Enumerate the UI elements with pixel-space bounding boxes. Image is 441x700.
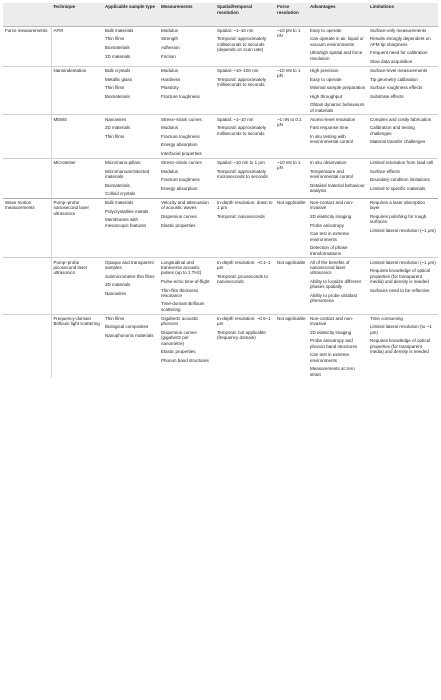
measurement-item: Plasticity: [161, 85, 179, 91]
advantage-item: Ability to localize different phases spatially: [310, 278, 361, 290]
sample-type-item: Biomaterials: [105, 45, 130, 51]
resolution-item: In-depth resolution: ~0.1–1 μm: [217, 259, 271, 270]
limitation-item: Calibration and testing challenges: [370, 125, 415, 136]
measurement-item: Interfacial properties: [161, 151, 202, 156]
sample-type-item: Submicrometre thin films: [105, 273, 155, 279]
measurement-item: Modulus: [161, 68, 179, 73]
advantage-item: Detailed material behaviour analysis: [310, 182, 365, 193]
measurement-item: Elastic properties: [161, 349, 196, 355]
advantage-item: High precision: [310, 68, 339, 73]
technique-cell: Pump–probe picosecond laser ultrasonics: [53, 259, 88, 276]
resolution-cell: [215, 198, 275, 257]
limitation-item: Slow data acquisition: [370, 59, 413, 65]
sample-type-item: 2D materials: [105, 282, 131, 288]
advantages-cell: [308, 198, 368, 257]
advantage-item: In situ observation: [310, 159, 347, 165]
force-resolution-item: Not applicable: [277, 259, 306, 265]
limitations-cell: [368, 115, 438, 158]
table-row: [3, 115, 438, 158]
resolution-item: Temporal: approximately milliseconds to seconds (depends on scan rate): [217, 36, 267, 53]
technique-cell: Pump–probe nanosecond laser ultrasonics: [53, 200, 90, 216]
table-row: [3, 314, 438, 378]
measurement-item: Time-domain Brillouin scattering: [161, 301, 205, 312]
table-row: [3, 66, 438, 115]
resolution-item: Temporal: approximately milliseconds to seconds: [217, 125, 267, 136]
force-resolution-item: Not applicable: [277, 315, 306, 321]
limitation-item: Boundary condition limitations: [370, 177, 430, 183]
technique-cell: AFM: [53, 27, 63, 33]
resolution-item: Temporal: nanoseconds: [217, 214, 265, 220]
advantage-item: Can test in extreme environments: [310, 352, 350, 363]
measurement-item: Velocity and attenuation of acoustic waves: [161, 200, 209, 211]
advantage-item: In situ testing with environmental control: [310, 133, 354, 145]
measurement-item: Elastic properties: [161, 222, 196, 228]
resolution-cell: [215, 258, 275, 314]
technique-cell: Nanoindentation: [53, 68, 87, 73]
sample-type-item: Biomaterials: [105, 93, 130, 99]
force-resolution-cell: [275, 26, 308, 66]
resolution-cell: [215, 314, 275, 378]
table-row: [3, 258, 438, 314]
force-resolution-cell: [275, 66, 308, 115]
sample-type-cell: [103, 198, 159, 257]
header-row: [3, 3, 438, 26]
limitation-item: Limited lateral resolution (~1 μm): [370, 259, 436, 265]
sample-type-item: Biological composites: [105, 324, 149, 330]
limitation-item: Limited lateral resolution (to ~1 μm): [370, 324, 432, 335]
force-resolution-cell: [275, 258, 308, 314]
category-cell: [3, 115, 51, 158]
limitations-cell: [368, 66, 438, 115]
resolution-cell: [215, 26, 275, 66]
sample-type-cell: [103, 258, 159, 314]
table-header: [3, 3, 438, 26]
sample-type-item: Opaque and transparent samples: [105, 259, 154, 270]
resolution-item: Temporal: picoseconds to nanoseconds: [217, 273, 269, 284]
sample-type-item: Thin films: [105, 36, 125, 42]
advantage-item: High throughput: [310, 93, 343, 99]
sample-type-item: Thin films: [105, 315, 125, 321]
sample-type-item: Membranes with mesoscopic features: [105, 217, 147, 228]
sample-type-cell: [103, 158, 159, 198]
advantage-item: Detection of phase transformations: [310, 245, 348, 256]
measurement-item: Longitudinal and transverse acoustic pulses (up to 1 THz): [161, 259, 202, 276]
force-resolution-cell: [275, 198, 308, 257]
measurement-item: Dispersion curves: [161, 214, 197, 220]
header-resolution: Spatial/temporal resolution: [215, 3, 275, 26]
limitation-item: Requires a laser absorption layer: [370, 200, 426, 211]
measurement-item: Modulus: [161, 168, 179, 174]
sample-type-item: Thin films: [105, 85, 125, 91]
measurement-item: Hardness: [161, 76, 181, 82]
resolution-cell: [215, 115, 275, 158]
table-row: [3, 198, 438, 257]
sample-type-item: Bulk materials: [105, 200, 134, 206]
force-resolution-item: ~1 nN to 0.1 μN: [277, 116, 302, 128]
measurement-item: Strength: [161, 36, 179, 42]
limitations-cell: [368, 158, 438, 198]
limitations-cell: [368, 26, 438, 66]
technique-cell: Microtester: [53, 159, 76, 165]
advantage-item: Easy to operate: [310, 27, 342, 33]
advantage-item: Easy to operate: [310, 76, 342, 82]
resolution-cell: [215, 158, 275, 198]
resolution-cell: [215, 66, 275, 115]
force-resolution-item: ~10 pN to 1 nN: [277, 27, 301, 39]
limitation-item: Requires knowledge of optical properties (for transparent media) and density is needed: [370, 268, 431, 284]
advantage-item: Temperature and environmental control: [310, 168, 354, 179]
advantage-item: Non-contact and non-invasive: [310, 200, 354, 211]
limitation-item: Limited resolution from load cell: [370, 159, 434, 165]
measurements-cell: [159, 66, 215, 115]
limitation-item: Time consuming: [370, 315, 403, 321]
measurement-item: Dispersion curves (gigahertz per nanometre): [161, 329, 197, 346]
measurement-item: Adhesion: [161, 45, 180, 51]
limitation-item: Surface-level measurements: [370, 68, 428, 73]
sample-type-cell: [103, 314, 159, 378]
technique-cell: Frequency-domain Brillouin light scattering: [53, 315, 100, 327]
limitation-item: Requires knowledge of optical properties (for transparent media) and density is needed: [370, 338, 431, 355]
category-cell: [3, 314, 51, 378]
sample-type-cell: [103, 26, 159, 66]
header-technique: Technique: [51, 3, 103, 26]
limitation-item: Limited to specific materials: [370, 185, 426, 191]
measurements-cell: [159, 158, 215, 198]
advantage-item: Ultrahigh spatial and force resolution: [310, 50, 363, 61]
resolution-item: Spatial: ~10–100 nm: [217, 68, 259, 73]
limitation-item: Frequent need for calibration: [370, 50, 428, 56]
advantage-item: Can test in extreme environments: [310, 231, 350, 242]
advantages-cell: [308, 314, 368, 378]
comparison-table: [3, 3, 438, 378]
sample-type-item: Polycrystalline metals: [105, 208, 149, 214]
limitation-item: Material transfer challenges: [370, 139, 426, 145]
measurements-cell: [159, 26, 215, 66]
advantage-item: All of the benefits of nanosecond laser ultrasonics: [310, 259, 350, 276]
resolution-item: Spatial: ~10 nm to 1 μm: [217, 159, 265, 165]
resolution-item: Spatial: ~1–10 nm: [217, 27, 254, 33]
measurement-item: Fracture toughness: [161, 133, 200, 139]
sample-type-cell: [103, 66, 159, 115]
measurement-item: Modulus: [161, 27, 179, 33]
header-limitations: Limitations: [368, 3, 438, 26]
limitations-cell: [368, 314, 438, 378]
advantages-cell: [308, 66, 368, 115]
measurement-item: Energy absorption: [161, 142, 198, 148]
measurements-cell: [159, 115, 215, 158]
force-resolution-cell: [275, 314, 308, 378]
advantage-item: Probe anisotropy: [310, 222, 345, 228]
advantage-item: Obtain dynamic behaviours of materials: [310, 102, 365, 113]
advantage-item: Can operate in air, liquid or vacuum environments: [310, 36, 364, 47]
advantages-cell: [308, 258, 368, 314]
sample-type-item: Metallic glass: [105, 76, 133, 82]
resolution-item: In-depth resolution: down to 1 μm: [217, 200, 273, 211]
category-cell: Force measurements: [3, 26, 51, 66]
sample-type-cell: [103, 115, 159, 158]
sample-type-item: Nanowires: [105, 116, 127, 122]
sample-type-item: Colloid crystals: [105, 191, 136, 197]
advantage-item: Atomic-level resolution: [310, 116, 356, 122]
advantage-item: Measurements at zero strain: [310, 366, 355, 377]
advantages-cell: [308, 158, 368, 198]
measurement-item: Stress–strain curves: [161, 116, 202, 122]
table-row: [3, 158, 438, 198]
resolution-item: Spatial: ~1–10 nm: [217, 116, 254, 122]
limitation-item: Surface-only measurements: [370, 27, 427, 33]
limitation-item: Surfaces need to be reflective: [370, 287, 430, 293]
measurement-item: Phonon band structures: [161, 357, 209, 363]
limitation-item: Limited lateral resolution (~1 μm): [370, 228, 436, 234]
sample-type-item: 2D materials: [105, 125, 131, 131]
header-blank: [3, 3, 51, 26]
measurement-item: Modulus: [161, 125, 179, 131]
category-cell: Wave motion measurements: [3, 198, 51, 257]
measurements-cell: [159, 198, 215, 257]
resolution-item: Temporal: not applicable (frequency domain): [217, 329, 266, 341]
category-cell: [3, 258, 51, 314]
sample-type-item: Nanowires: [105, 290, 127, 296]
limitations-cell: [368, 198, 438, 257]
measurement-item: Energy absorption: [161, 185, 198, 191]
measurement-item: Fracture toughness: [161, 93, 200, 99]
resolution-item: In-depth resolution: ~0.5–1 μm: [217, 315, 271, 327]
measurements-cell: [159, 258, 215, 314]
technique-cell: MEMS: [53, 116, 67, 122]
sample-type-item: Bulk materials: [105, 27, 134, 33]
advantage-item: Probe anisotropy and phonon band structures: [310, 338, 358, 349]
advantage-item: Ability to probe ultrafast phenomena: [310, 292, 358, 304]
header-measurements: Measurements: [159, 3, 215, 26]
advantage-item: 2D elasticity imaging: [310, 329, 352, 335]
limitation-item: Tip geometry calibration: [370, 76, 418, 82]
category-cell: [3, 66, 51, 115]
measurement-item: Pulse-echo time-of-flight: [161, 278, 210, 284]
force-resolution-cell: [275, 158, 308, 198]
advantage-item: Fast response time: [310, 125, 349, 131]
resolution-item: Temporal: approximately milliseconds to seconds: [217, 76, 267, 87]
resolution-item: Temporal: approximately microseconds to seconds: [217, 168, 268, 179]
header-force-resolution: Force resolution: [275, 3, 308, 26]
limitation-item: Surface effects: [370, 168, 400, 174]
sample-type-item: Nanophononic materials: [105, 333, 154, 338]
table-row: [3, 26, 438, 66]
advantage-item: 2D elasticity imaging: [310, 214, 352, 220]
category-cell: [3, 158, 51, 198]
measurement-item: Stress–strain curves: [161, 159, 202, 165]
header-sample-type: Applicable sample type: [103, 3, 159, 26]
limitations-cell: [368, 258, 438, 314]
advantage-item: Minimal sample preparation: [310, 85, 366, 91]
sample-type-item: Bulk crystals: [105, 68, 131, 73]
force-resolution-item: ~10 nN to 1 μN: [277, 159, 301, 171]
force-resolution-item: Not applicable: [277, 200, 306, 206]
measurement-item: Thin-film thickness resonance: [161, 287, 199, 298]
limitation-item: Results strongly dependent on AFM tip sharpness: [370, 36, 431, 47]
limitation-item: Requires polishing for rough surfaces: [370, 214, 427, 225]
sample-type-item: Micro/nanoarchitected materials: [105, 168, 150, 179]
force-resolution-cell: [275, 115, 308, 158]
measurements-cell: [159, 314, 215, 378]
advantages-cell: [308, 26, 368, 66]
limitation-item: Substrate effects: [370, 93, 404, 99]
advantages-cell: [308, 115, 368, 158]
sample-type-item: 2D materials: [105, 53, 131, 59]
table-body: [3, 26, 438, 378]
measurement-item: Fracture toughness: [161, 177, 200, 183]
measurement-item: Gigahertz acoustic phonons: [161, 315, 199, 327]
sample-type-item: Biomaterials: [105, 182, 130, 188]
sample-type-item: Micro/nano-pillars: [105, 159, 141, 165]
header-advantages: Advantages: [308, 3, 368, 26]
limitation-item: Surface roughness effects: [370, 85, 423, 91]
limitation-item: Complex and costly fabrication: [370, 116, 432, 122]
advantage-item: Non-contact and non-invasive: [310, 315, 354, 327]
measurement-item: Friction: [161, 53, 176, 59]
sample-type-item: Thin films: [105, 133, 125, 139]
force-resolution-item: ~10 nN to 1 μN: [277, 68, 301, 79]
